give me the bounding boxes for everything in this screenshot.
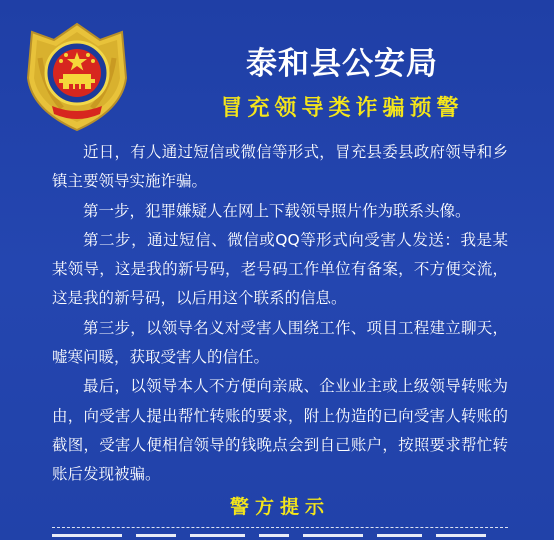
cut-off-text-line: [52, 534, 508, 540]
page-title: 泰和县公安局: [246, 46, 438, 82]
paragraph-step-1: 第一步，犯罪嫌疑人在网上下载领导照片作为联系头像。: [83, 201, 471, 220]
page-subtitle: 冒充领导类诈骗预警: [220, 96, 464, 121]
divider: [52, 527, 508, 528]
police-badge-icon: [22, 18, 132, 133]
paragraph-step-3: 第三步，以领导名义对受害人围绕工作、项目工程建立聊天，嘘寒问暖，获取受害人的信任。: [52, 318, 508, 367]
warning-title: 警方提示: [229, 496, 330, 518]
paragraph-intro: 近日，有人通过短信或微信等形式，冒充县委县政府领导和乡镇主要领导实施诈骗。: [52, 143, 508, 191]
paragraph-step-2: 第二步，通过短信、微信或QQ等形式向受害人发送：我是某某领导，这是我的新号码，老号码工作单位有备案，不方便交流，这是我的新号码，以后用这个联系的信息。: [52, 230, 508, 308]
article-body: [52, 138, 508, 490]
paragraph-final: 最后，以领导本人不方便向亲戚、企业业主或上级领导转账为由，向受害人提出帮忙转账的要求，附上伪造的已向受害人转账的截图，受害人便相信领导的钱晚点会到自己账户，按照要求帮忙转账后发现被骗。: [52, 377, 508, 484]
